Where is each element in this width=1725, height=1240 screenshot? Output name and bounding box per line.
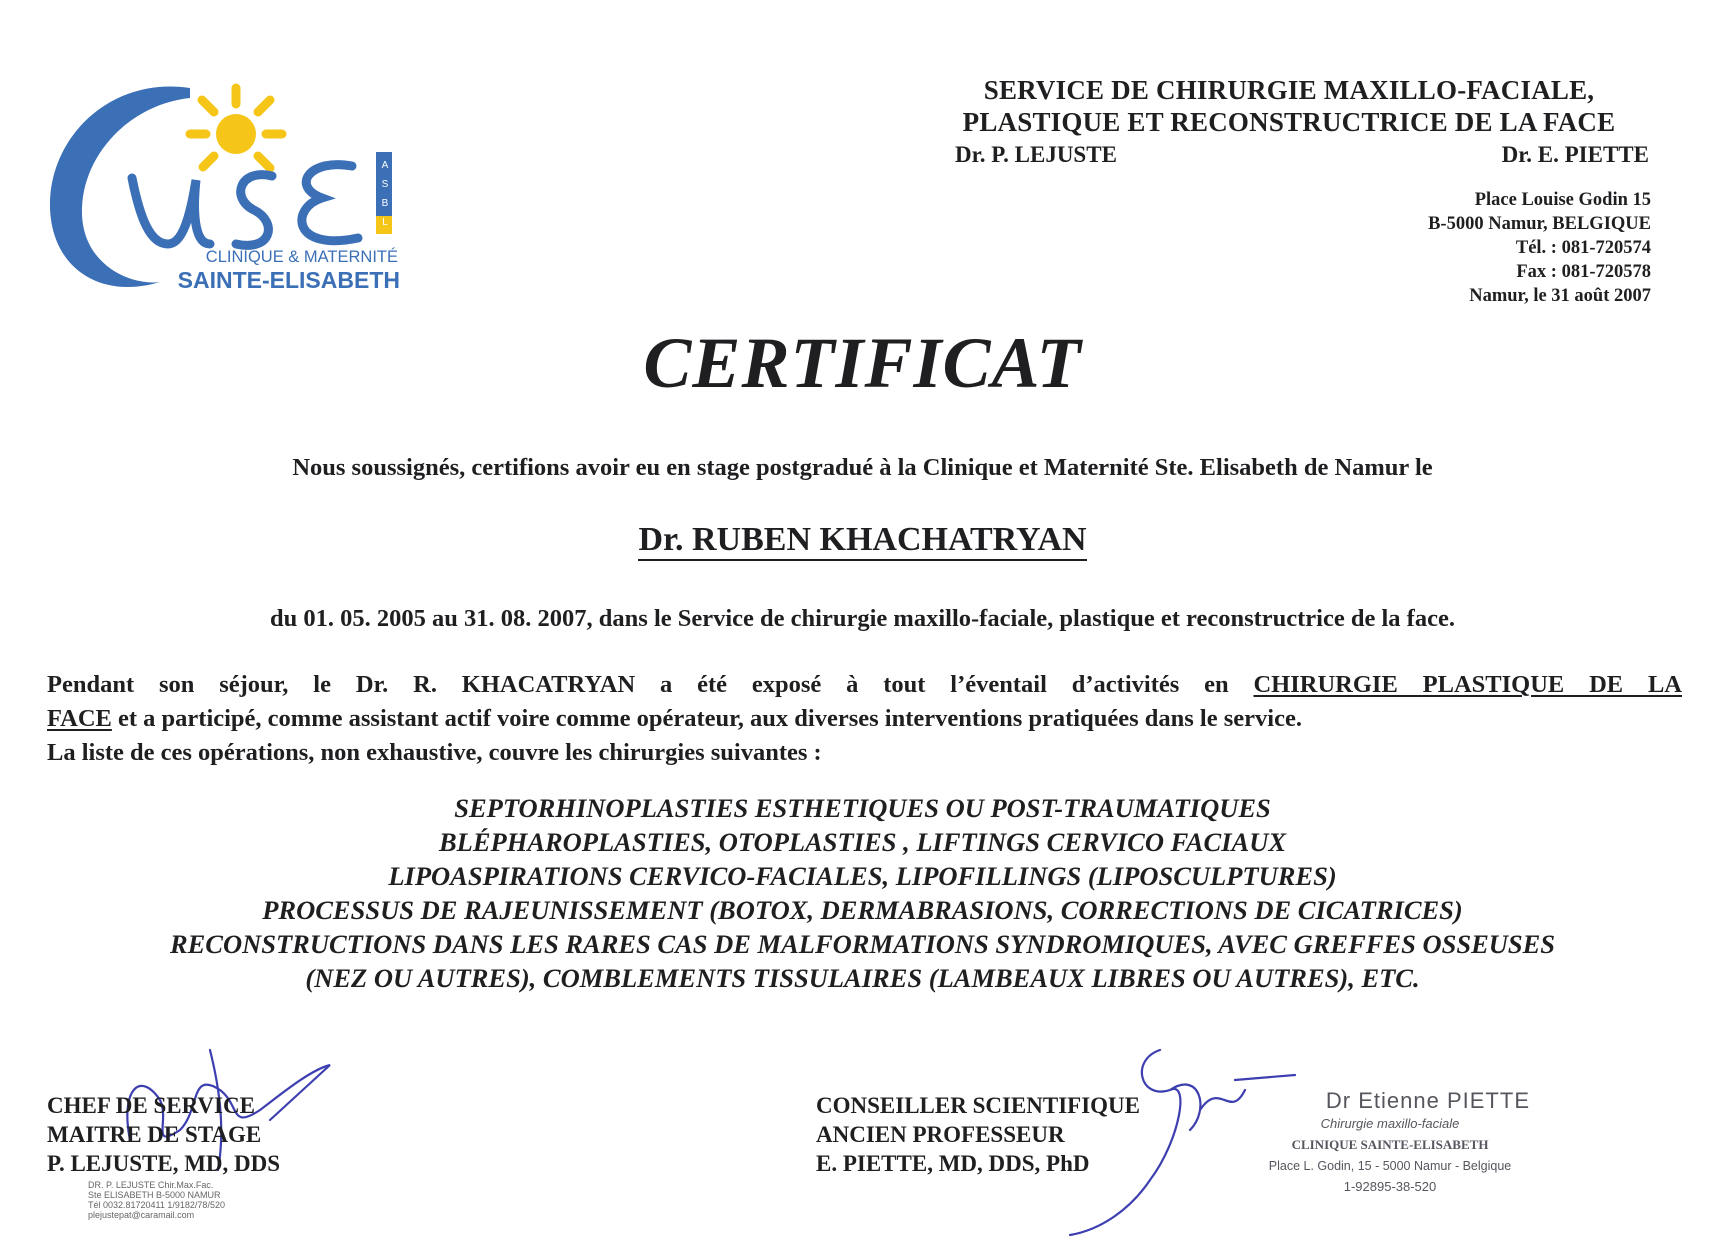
operation-item: BLÉPHAROPLASTIES, OTOPLASTIES , LIFTINGS CERVICO FACIAUX [438,827,1287,857]
stamp-lejuste-line: plejustepat@caramail.com [88,1210,195,1220]
highlight-plastic-surgery: CHIRURGIE PLASTIQUE DE LA [1253,671,1683,698]
left-sign-line3: P. LEJUSTE, MD, DDS [47,1151,281,1176]
stamp-piette-clinic: CLINIQUE SAINTE-ELISABETH [1291,1137,1489,1152]
operations-list [0,791,1725,995]
period-text: du 01. 05. 2005 au 31. 08. 2007, dans le Service de chirurgie maxillo-faciale, plastique et reconstructrice de la face. [270,605,1455,632]
address-fax: Fax : 081-720578 [1516,262,1651,282]
address-city: B-5000 Namur, BELGIQUE [1428,214,1651,234]
highlight-face: FACE [47,705,112,732]
stamp-piette-specialty: Chirurgie maxillo-faciale [1320,1116,1460,1131]
logo-letter-e [302,165,358,241]
stamp-lejuste-line: Tél 0032.81720411 1/9182/78/520 [88,1200,225,1210]
stamp-lejuste-line: DR. P. LEJUSTE Chir.Max.Fac. [88,1180,214,1190]
paragraph-line1-text: Pendant son séjour, le Dr. R. KHACATRYAN a été exposé à tout l’éventail d’activités en [47,671,1229,698]
right-sign-line1: CONSEILLER SCIENTIFIQUE [816,1093,1141,1118]
recipient-name-text: Dr. RUBEN KHACHATRYAN [638,521,1086,561]
left-sign-line1: CHEF DE SERVICE [47,1093,255,1118]
logo-c-stroke [50,87,190,287]
operation-item: LIPOASPIRATIONS CERVICO-FACIALES, LIPOFILLINGS (LIPOSCULPTURES) [388,861,1337,891]
right-sign-line3: E. PIETTE, MD, DDS, PhD [816,1151,1090,1176]
stamp-piette-name: Dr Etienne PIETTE [1325,1088,1530,1113]
logo-line2: SAINTE-ELISABETH [177,267,400,293]
service-line2: PLASTIQUE ET RECONSTRUCTRICE DE LA FACE [962,107,1616,137]
service-line1: SERVICE DE CHIRURGIE MAXILLO-FACIALE, [983,75,1595,105]
stamp-piette-number: 1-92895-38-520 [1343,1179,1437,1194]
stamp-piette [1240,1088,1540,1194]
logo-line1: CLINIQUE & MATERNITÉ [205,248,398,266]
logo-letter-s [236,175,272,246]
right-sign-line2: ANCIEN PROFESSEUR [816,1122,1065,1147]
stamp-lejuste [88,1180,225,1220]
left-sign-line2: MAITRE DE STAGE [47,1122,262,1147]
signature-block-right [816,1091,1140,1178]
asbl-text: ASBL [381,160,389,228]
paragraph-line1 [47,671,1682,699]
doctor-right: Dr. E. PIETTE [1501,142,1649,167]
sun-icon [190,88,282,168]
doctor-left: Dr. P. LEJUSTE [955,142,1117,167]
paragraph-line2-text: et a participé, comme assistant actif voire comme opérateur, aux diverses interventions pratiquées dans le service. [118,705,1302,732]
clinic-logo [40,68,460,328]
stamp-lejuste-line: Ste ELISABETH B-5000 NAMUR [88,1190,221,1200]
address-tel: Tél. : 081-720574 [1515,238,1651,258]
intro-text: Nous soussignés, certifions avoir eu en stage postgradué à la Clinique et Maternité Ste. Elisabeth de Namur le [292,454,1433,481]
address-date: Namur, le 31 août 2007 [1469,286,1651,306]
recipient-name [0,521,1725,559]
operation-item: RECONSTRUCTIONS DANS LES RARES CAS DE MALFORMATIONS SYNDROMIQUES, AVEC GREFFES OSSEUSES [169,929,1556,959]
paragraph-line2 [47,705,1302,733]
paragraph-line3: La liste de ces opérations, non exhaustive, couvre les chirurgies suivantes : [47,739,822,766]
operation-item: (NEZ OU AUTRES), COMBLEMENTS TISSULAIRES (LAMBEAUX LIBRES OU AUTRES), ETC. [305,963,1420,993]
signature-block-left [47,1091,280,1178]
stamp-piette-address: Place L. Godin, 15 - 5000 Namur - Belgique [1268,1159,1512,1173]
address-block [1428,188,1651,308]
address-street: Place Louise Godin 15 [1474,190,1651,210]
operation-item: PROCESSUS DE RAJEUNISSEMENT (BOTOX, DERMABRASIONS, CORRECTIONS DE CICATRICES) [262,895,1463,925]
logo-letter-u [132,178,210,244]
certificate-title: CERTIFICAT [643,323,1082,403]
operation-item: SEPTORHINOPLASTIES ESTHETIQUES OU POST-TRAUMATIQUES [454,793,1271,823]
